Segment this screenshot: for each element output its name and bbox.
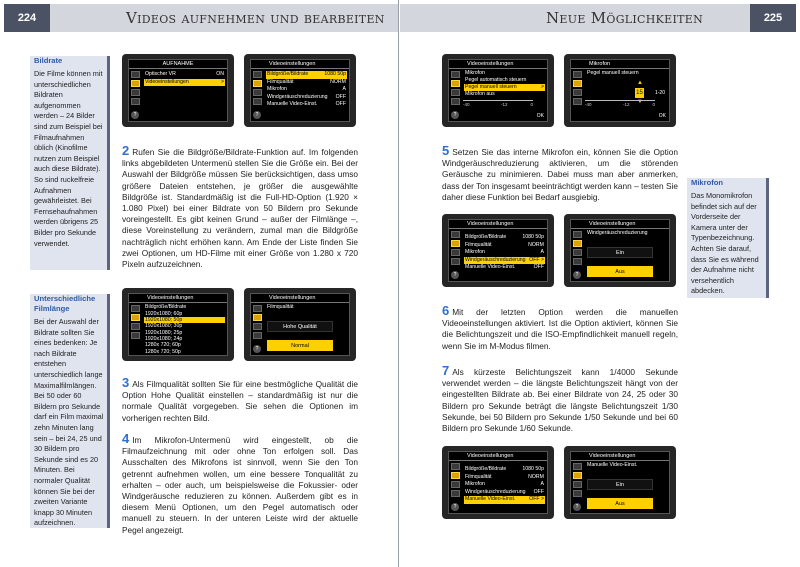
screen-title: Videoeinstellungen [251, 60, 349, 69]
camera-icon [253, 314, 262, 321]
menu-row: 1920x1080; 30p [145, 323, 183, 330]
step-number: 5 [442, 143, 450, 158]
step-7 [442, 363, 678, 434]
step-text: Im Mikrofon-Untermenü wird eingestellt, ob die Filmaufzeichnung mit oder ohne Ton erfolgen soll. Das Ausschalten des Mikrofons ist sinnvoll, wenn Sie den Ton getrennt aufnehmen wollen, um eine bessere Tonqualität zu erhalten – oder auch, um beispielsweise die Fokussier- oder Windgeräusche reduzieren zu können. Außerdem gibt es in diesem Menü Optionen, um den Pegel automatisch oder manuell zu steuern. In der unteren Leiste wird der aktuelle Pegel angezeigt. [122, 435, 358, 535]
menu-row: 1920x1080; 25p [145, 329, 183, 336]
playback-icon [573, 463, 582, 470]
playback-icon [573, 71, 582, 78]
menu-row: Bildgröße/Bildrate 1080 50p [465, 466, 544, 472]
arrow-down-icon: ▼ [637, 99, 643, 105]
help-icon: ? [253, 345, 261, 353]
setup-icon [573, 89, 582, 96]
screen-title: Videoeinstellungen [449, 60, 547, 69]
setup-icon [253, 89, 262, 96]
help-icon: ? [573, 271, 581, 279]
level-value: 15 [636, 90, 643, 96]
menu-row: 1280x 720; 50p [145, 348, 181, 355]
pencil-icon [573, 490, 582, 497]
step-number: 7 [442, 363, 450, 378]
menu-row: Optischer VR ON [145, 71, 224, 77]
screen-subtitle: Manuelle Video-Einst. [587, 462, 638, 468]
playback-icon [253, 71, 262, 78]
page-number: 224 [4, 4, 50, 32]
sidebar-body: Die Filme können mit unterschiedlichen Bildraten aufgenommen werden – 24 Bilder sind zum Beispiel bei Filmaufnahmen üblich (Kinofilme nutzen zum Beispiel auch diese Bildrate). So sind ruckelfreie Aufnahmen gewährleistet. Bei Fernsehaufnahmen werden übrigens 25 Bilder pro Sekunde verwendet. [34, 69, 103, 248]
menu-row-selected: Windgeräuschreduzierung OFF > [465, 256, 544, 263]
menu-row: Windgeräuschreduzierung OFF [465, 488, 544, 495]
setup-icon [573, 249, 582, 256]
menu-row: 1920x1080; 60p [145, 310, 183, 317]
playback-icon [451, 71, 460, 78]
pencil-icon [253, 332, 262, 339]
page-number: 225 [750, 4, 796, 32]
step-number: 3 [122, 375, 130, 390]
step-text: Rufen Sie die Bildgröße/Bildrate-Funktion auf. Im folgenden links abgebildeten Untermenü stellen Sie die Größe ein. Bei der Auswahl der Bildgröße müssen Sie berücksichtigen, dass umso größere Dateien entstehen, je größer die ausgewählte Bildgröße ist. Standardmäßig ist die Full-HD-Option (1.920 × 1.080 Pixel) bei einer Bildrate von 50 Bildern pro Sekunde voreingestellt. Es gibt keinen Grund – außer der Filmlänge –, diese Voreinstellung zu verändern, zumal man die Bildgröße nachträglich nicht erhöhen kann. Am Ende der Liste finden Sie zwei Optionen, um HD-Filme mit einer Größe von 1.280 x 720 Pixeln aufzuzeichnen. [122, 147, 358, 270]
arrow-up-icon: ▲ [637, 80, 643, 86]
screen-title: Videoeinstellungen [449, 452, 547, 461]
pencil-icon [253, 98, 262, 105]
ok-label: OK [536, 113, 544, 119]
help-icon: ? [573, 503, 581, 511]
sidebar-title: Bildrate [34, 56, 63, 65]
setup-icon [451, 89, 460, 96]
step-number: 2 [122, 143, 130, 158]
menu-row: Manuelle Video-Einst. OFF [465, 264, 544, 270]
menu-row: Filmqualität NORM [465, 241, 544, 248]
sidebar-mikrofon [687, 178, 769, 298]
step-text: Setzen Sie das interne Mikrofon ein, können Sie die Option Windgeräuschreduzierung aktivieren, um die störenden Geräusche zu minimieren. Dabei muss man aber anmerken, dass der Ton insgesamt beeinträchtigt werden kann – testen Sie daher diese Funktion bei Bedarf ausgiebig. [442, 147, 678, 202]
camera-icon [131, 314, 140, 321]
screen-subtitle: Windgeräuschreduzierung [587, 230, 648, 236]
menu-row: Filmqualität NORM [465, 473, 544, 480]
setup-icon [253, 323, 262, 330]
help-icon: ? [451, 271, 459, 279]
camera-icon [573, 240, 582, 247]
camera-icon [573, 472, 582, 479]
playback-icon [451, 231, 460, 238]
screen-subtitle: Filmqualität [267, 304, 294, 310]
setup-icon [451, 249, 460, 256]
camera-screen-filmqualitaet [244, 288, 356, 361]
sidebar-title: Unterschiedliche Filmlänge [34, 294, 96, 313]
camera-screen-videoeinstellungen [244, 54, 356, 127]
menu-row: Mikrofon A [465, 249, 544, 255]
step-text: Mit der letzten Option werden die manuellen Videoeinstellungen aktiviert. Ist die Option aktiviert, können Sie die Belichtungszeit und die ISO-Empfindlichkeit manuell regeln, wenn Sie im M-Modus filmen. [442, 307, 678, 351]
playback-icon [131, 305, 140, 312]
camera-icon [451, 240, 460, 247]
step-6 [442, 303, 678, 352]
camera-screen-pegel [564, 54, 676, 127]
step-2 [122, 143, 358, 270]
menu-row: Mikrofon aus [465, 91, 495, 97]
level-scale: -40 -12 0 [463, 102, 533, 107]
help-icon: ? [253, 111, 261, 119]
menu-row: 1920x1080; 24p [145, 336, 183, 343]
level-range: 1-20 [654, 90, 665, 96]
option-ein: Ein [587, 479, 653, 490]
screen-title: Videoeinstellungen [251, 294, 349, 303]
setup-icon [573, 481, 582, 488]
screen-title: Videoeinstellungen [129, 294, 227, 303]
camera-icon [451, 80, 460, 87]
screen-title: Videoeinstellungen [449, 220, 547, 229]
screen-title: Videoeinstellungen [571, 220, 669, 229]
camera-icon [573, 80, 582, 87]
step-5 [442, 143, 678, 203]
camera-screen-mikrofon [442, 54, 554, 127]
help-icon: ? [131, 111, 139, 119]
screen-title: Mikrofon [571, 60, 669, 69]
pencil-icon [573, 98, 582, 105]
pencil-icon [451, 258, 460, 265]
pencil-icon [451, 98, 460, 105]
step-text: Als Filmqualität sollten Sie für eine bestmögliche Qualität die Option Hohe Qualität einstellen – standardmäßig ist nur die normale Qualität vorgegeben. Sie sehen die Optionen im vorherigen rechten Bild. [122, 379, 358, 423]
option-aus: Aus [587, 266, 653, 277]
camera-screen-videoeinstellungen-3 [442, 446, 554, 519]
playback-icon [451, 463, 460, 470]
level-scale: -40 -12 0 [585, 102, 655, 107]
camera-icon [253, 80, 262, 87]
pencil-icon [131, 332, 140, 339]
option-aus: Aus [587, 498, 653, 509]
help-icon: ? [451, 111, 459, 119]
step-4 [122, 431, 358, 536]
left-page [0, 0, 399, 567]
option-normal: Normal [267, 340, 333, 351]
playback-icon [253, 305, 262, 312]
menu-row-selected: Pegel manuell steuern > [465, 84, 544, 90]
step-number: 6 [442, 303, 450, 318]
ok-label: OK [658, 113, 666, 119]
step-number: 4 [122, 431, 130, 446]
sidebar-bildrate [30, 56, 110, 270]
camera-screen-aufnahme [122, 54, 234, 127]
screen-title: AUFNAHME [129, 60, 227, 69]
pencil-icon [131, 98, 140, 105]
menu-row: Pegel automatisch steuern [465, 77, 527, 83]
option-hohe-qualitaet: Hohe Qualität [267, 321, 333, 332]
sidebar-filmlaenge [30, 294, 110, 528]
menu-row: Manuelle Video-Einst. OFF [267, 101, 346, 107]
camera-screen-videoeinstellungen-2 [442, 214, 554, 287]
sidebar-body: Das Monomikrofon befindet sich auf der Vorderseite der Kamera unter der Typenbezeichnung. Achten Sie darauf, dass Sie es während der Aufnahme nicht versehentlich abdecken. [691, 191, 759, 296]
option-ein: Ein [587, 247, 653, 258]
setup-icon [131, 323, 140, 330]
screen-title: Videoeinstellungen [571, 452, 669, 461]
setup-icon [131, 89, 140, 96]
step-3 [122, 375, 358, 424]
step-text: Als kürzeste Belichtungszeit kann 1/4000 Sekunde verwendet werden – die längste Belichtungszeit hängt von der eingestellten Bildrate ab. Bei einer Bildrate von 24, 25 oder 30 Bildern pro Sekunde beträgt die längste Belichtungszeit 1/30 Sekunde, bei 50 Bildern pro Sekunde 1/50 Sekunde und bei 60 Bildern pro Sekunde 1/60 Sekunde. [442, 367, 678, 434]
camera-icon [131, 80, 140, 87]
sidebar-body: Bei der Auswahl der Bildrate sollten Sie eines bedenken: Je nach Bildrate entstehen unterschiedlich lange Maximalfilmlängen. Bei 50 oder 60 Bildern pro Sekunde darf ein Film maximal zehn Minuten lang sein – bei 24, 25 und 30 Bildern pro Sekunde sind es 20 Minuten. Bei normaler Qualität können Sie bei der zweiten Variante knapp 30 Minuten aufzeichnen. [34, 317, 104, 528]
menu-row-selected: Videoeinstellungen > [145, 78, 224, 85]
menu-row: 1280x 720; 60p [145, 342, 181, 349]
pencil-icon [573, 258, 582, 265]
pencil-icon [451, 490, 460, 497]
playback-icon [131, 71, 140, 78]
menu-row: Windgeräuschreduzierung OFF [267, 93, 346, 100]
screen-subtitle: Bildgröße/Bildrate [145, 304, 187, 310]
screen-subtitle: Mikrofon [465, 70, 485, 76]
menu-row: Bildgröße/Bildrate 1080 50p [465, 234, 544, 240]
camera-icon [451, 472, 460, 479]
right-page [400, 0, 800, 567]
camera-screen-manuell [564, 446, 676, 519]
help-icon: ? [451, 503, 459, 511]
menu-row-selected: Manuelle Video-Einst. OFF > [465, 496, 544, 502]
sidebar-title: Mikrofon [691, 178, 724, 187]
playback-icon [573, 231, 582, 238]
page-title: Neue Möglichkeiten [546, 9, 704, 27]
setup-icon [451, 481, 460, 488]
menu-row: Mikrofon A [267, 86, 346, 92]
camera-screen-wind [564, 214, 676, 287]
screen-subtitle: Pegel manuell steuern [587, 70, 639, 76]
menu-row-selected: 1920x1080; 50p [144, 317, 225, 323]
page-title: Videos aufnehmen und bearbeiten [126, 9, 385, 27]
menu-row-selected: Bildgröße/Bildrate 1080 50p [267, 71, 346, 77]
menu-row: Mikrofon A [465, 481, 544, 487]
menu-row: Filmqualität NORM [267, 78, 346, 85]
camera-screen-bildrate [122, 288, 234, 361]
